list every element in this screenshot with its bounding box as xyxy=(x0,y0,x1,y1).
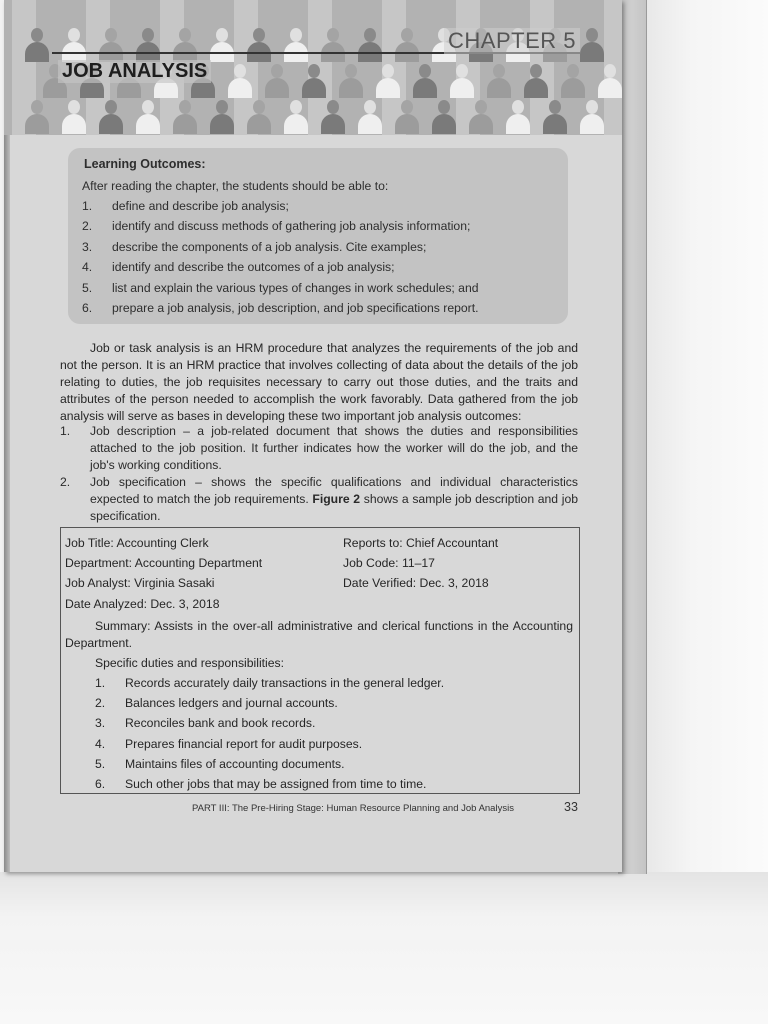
job-title: Job Title: Accounting Clerk xyxy=(65,536,209,550)
person-icon xyxy=(579,100,605,134)
person-icon xyxy=(597,64,622,98)
outcome-text: identify and discuss methods of gathering job analysis information; xyxy=(112,219,471,233)
duty-text: Maintains files of accounting documents. xyxy=(125,757,345,771)
person-icon xyxy=(338,64,364,98)
person-icon xyxy=(523,64,549,98)
duty-number: 3. xyxy=(95,716,106,730)
duty-number: 1. xyxy=(95,676,106,690)
duty-text: Reconciles bank and book records. xyxy=(125,716,316,730)
person-icon xyxy=(227,64,253,98)
person-icon xyxy=(209,28,235,62)
person-icon xyxy=(486,64,512,98)
person-icon xyxy=(172,100,198,134)
book-page xyxy=(4,0,622,872)
person-icon xyxy=(283,100,309,134)
person-icon xyxy=(61,28,87,62)
person-icon xyxy=(375,64,401,98)
person-icon xyxy=(431,100,457,134)
person-icon xyxy=(246,100,272,134)
definition-text-part: Job specification – shows the specific qualifications and individual characteristics expected to match the job requirements. xyxy=(90,475,578,506)
job-analyst: Job Analyst: Virginia Sasaki xyxy=(65,576,215,590)
job-summary: Summary: Assists in the over-all administrative and clerical functions in the Accounting Department. xyxy=(65,619,573,650)
person-icon xyxy=(320,100,346,134)
chapter-title: JOB ANALYSIS xyxy=(58,60,211,83)
learning-outcomes-title: Learning Outcomes: xyxy=(84,157,206,171)
intro-paragraph: Job or task analysis is an HRM procedure that analyzes the requirements of the job and not the person. It is an HRM practice that involves collecting of data about the details of the job relating to duties, the job requisites necessary to carry out those duties, and the traits and attributes of the person needed to accomplish the work favorably. Data gathered from the job analysis will serve as bases in developing these two important job analysis outcomes: xyxy=(60,341,578,423)
person-icon xyxy=(542,100,568,134)
outcome-number: 1. xyxy=(82,199,93,213)
definition-text xyxy=(90,474,578,525)
header-banner xyxy=(4,0,622,135)
person-icon xyxy=(560,64,586,98)
duty-text: Such other jobs that may be assigned from time to time. xyxy=(125,777,427,791)
page-curl xyxy=(618,0,647,874)
duty-number: 6. xyxy=(95,777,106,791)
person-icon xyxy=(246,28,272,62)
duty-text: Prepares financial report for audit purposes. xyxy=(125,737,363,751)
duty-number: 5. xyxy=(95,757,106,771)
duty-number: 2. xyxy=(95,696,106,710)
job-description-figure xyxy=(60,527,580,794)
outcome-number: 3. xyxy=(82,240,93,254)
person-icon xyxy=(24,100,50,134)
person-icon xyxy=(283,28,309,62)
person-icon xyxy=(98,100,124,134)
outcome-text: identify and describe the outcomes of a job analysis; xyxy=(112,260,395,274)
person-icon xyxy=(468,100,494,134)
person-icon xyxy=(209,100,235,134)
learning-outcomes-intro: After reading the chapter, the students should be able to: xyxy=(82,179,389,193)
person-icon xyxy=(357,28,383,62)
background-right xyxy=(640,0,768,1024)
job-code: Job Code: 11–17 xyxy=(343,556,435,570)
outcome-text: prepare a job analysis, job description, and job specifications report. xyxy=(112,301,479,315)
outcome-text: describe the components of a job analysis. Cite examples; xyxy=(112,240,427,254)
duty-number: 4. xyxy=(95,737,106,751)
chapter-label: CHAPTER 5 xyxy=(444,28,580,54)
person-icon xyxy=(301,64,327,98)
person-icon xyxy=(61,100,87,134)
learning-outcomes-box xyxy=(68,148,568,324)
person-icon xyxy=(449,64,475,98)
person-icon xyxy=(264,64,290,98)
department: Department: Accounting Department xyxy=(65,556,263,570)
person-icon xyxy=(24,28,50,62)
outcome-text: list and explain the various types of changes in work schedules; and xyxy=(112,281,479,295)
definition-text-part: shows a sample job description and job specification. xyxy=(90,492,578,523)
page-footer: PART III: The Pre-Hiring Stage: Human Resource Planning and Job Analysis xyxy=(192,803,514,814)
duty-text: Records accurately daily transactions in the general ledger. xyxy=(125,676,445,690)
definition-job-specification xyxy=(60,474,580,526)
outcome-number: 2. xyxy=(82,219,93,233)
figure-reference: Figure 2 xyxy=(312,492,361,506)
page-number: 33 xyxy=(564,800,578,814)
definition-job-description xyxy=(60,423,580,475)
person-icon xyxy=(135,100,161,134)
person-icon xyxy=(320,28,346,62)
reports-to: Reports to: Chief Accountant xyxy=(343,536,499,550)
person-icon xyxy=(394,100,420,134)
definition-number: 1. xyxy=(60,424,71,438)
person-icon xyxy=(394,28,420,62)
outcome-number: 6. xyxy=(82,301,93,315)
person-icon xyxy=(135,28,161,62)
background-bottom xyxy=(0,872,768,1024)
duties-heading: Specific duties and responsibilities: xyxy=(95,656,285,670)
date-analyzed: Date Analyzed: Dec. 3, 2018 xyxy=(65,597,220,611)
outcome-number: 4. xyxy=(82,260,93,274)
person-icon xyxy=(98,28,124,62)
person-icon xyxy=(412,64,438,98)
person-icon xyxy=(357,100,383,134)
duty-text: Balances ledgers and journal accounts. xyxy=(125,696,338,710)
person-icon xyxy=(172,28,198,62)
date-verified: Date Verified: Dec. 3, 2018 xyxy=(343,576,489,590)
person-icon xyxy=(505,100,531,134)
outcome-text: define and describe job analysis; xyxy=(112,199,289,213)
outcome-number: 5. xyxy=(82,281,93,295)
definition-number: 2. xyxy=(60,475,71,489)
person-icon xyxy=(579,28,605,62)
definition-text: Job description – a job-related document that shows the duties and responsibilities attached to the job position. It further indicates how the worker will do the job, and the job's working conditions. xyxy=(90,424,578,472)
